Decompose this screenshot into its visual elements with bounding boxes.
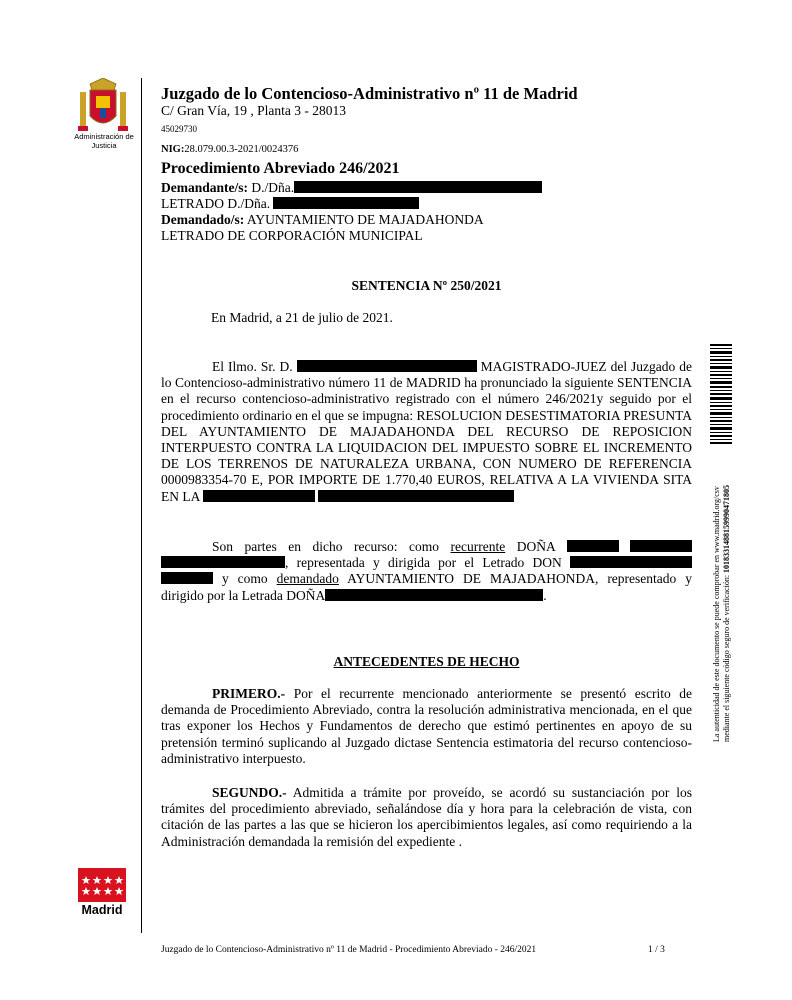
nig-label: NIG: — [161, 144, 185, 155]
parties-y-como: y como — [221, 571, 268, 587]
letrado1-label: LETRADO D./Dña. — [161, 196, 271, 211]
redaction-bar — [161, 556, 285, 568]
stars-icon — [78, 868, 126, 902]
demandante-line — [161, 180, 542, 196]
redaction-bar — [325, 589, 543, 601]
verification-code: 1018331488159990471805 — [722, 484, 731, 573]
segundo-label: SEGUNDO.- — [212, 785, 287, 800]
madrid-label: Madrid — [81, 903, 123, 917]
paragraph-segundo — [161, 785, 692, 850]
nig-value: 28.079.00.3-2021/0024376 — [184, 144, 299, 155]
footer-text: Juzgado de lo Contencioso-Administrativo nº 11 de Madrid - Procedimiento Abreviado - 246/2021 — [161, 945, 537, 955]
coat-of-arms-icon — [76, 78, 130, 138]
madrid-logo — [78, 868, 126, 902]
parties-ayto: AYUNTAMIENTO DE MAJADAHONDA, representado y dirigido por la Letrada DOÑA — [161, 571, 692, 603]
redaction-bar — [273, 197, 419, 209]
parties-dona: DOÑA — [516, 539, 555, 554]
redaction-bar — [318, 490, 514, 502]
demandante-value: D./Dña. — [251, 180, 295, 195]
parties-letrado: , representada y dirigida por el Letrado DON — [285, 555, 562, 571]
demandado-term: demandado — [276, 571, 339, 587]
redaction-bar — [630, 540, 692, 552]
court-address: C/ Gran Vía, 19 , Planta 3 - 28013 — [161, 103, 346, 118]
paragraph-parties — [161, 539, 692, 604]
court-code: 45029730 — [161, 124, 197, 134]
redaction-bar — [203, 490, 315, 502]
demandado-line — [161, 212, 484, 228]
primero-text: Por el recurrente mencionado anteriormente se presentó escrito de demanda de Procedimiento Abreviado, contra la resolución administrativa mencionada, en el que tras exponer los Hechos y Fundamentos de derecho que estimó pertinentes en apoyo de su pretensión terminó suplicando al Juzgado dictase Sentencia estimatoria del recurso contencioso-administrativo interpuesto. — [161, 686, 692, 766]
parties-start: Son partes en dicho recurso: como — [212, 539, 439, 554]
letrado2-line: LETRADO DE CORPORACIÓN MUNICIPAL — [161, 228, 423, 243]
demandado-value: AYUNTAMIENTO DE MAJADAHONDA — [246, 212, 484, 227]
paragraph-primero — [161, 686, 692, 767]
letrado1-line — [161, 196, 419, 212]
section-heading-antecedentes: ANTECEDENTES DE HECHO — [333, 654, 520, 669]
verification-line1: La autenticidad de este documento se puede comprobar en www.madrid.org/csv — [712, 486, 721, 742]
demandante-label: Demandante/s: — [161, 180, 248, 195]
recurrente-term: recurrente — [450, 539, 506, 554]
redaction-bar — [570, 556, 692, 568]
redaction-bar — [161, 572, 213, 584]
nig-line — [161, 144, 298, 155]
demandado-label: Demandado/s: — [161, 212, 245, 227]
segundo-text: Admitida a trámite por proveído, se acordó su sustanciación por los trámites del procedimiento abreviado, señalándose día y hora para la celebración de vista, con citación de las partes a las que se hicieron los apercibimientos legales, así como requiriendo a la Administración demandada la remisión del expediente . — [161, 785, 692, 849]
intro-body: MAGISTRADO-JUEZ del Juzgado de lo Contencioso-administrativo número 11 de MADRID ha pronunciado la siguiente SENTENCIA en el recurso contencioso-administrativo registrado con el número 246/2021y seguido por el procedimiento ordinario en el que se impugna: RESOLUCION DESESTIMATORIA PRESUNTA DEL AYUNTAMIENTO DE MAJADAHONDA DEL RECURSO DE REPOSICION INTERPUESTO CONTRA LA LIQUIDACION DEL IMPUESTO SOBRE EL INCREMENTO DE LOS TERRENOS DE NATURALEZA URBANA, CON NUMERO DE REFERENCIA 0000983354-70 E, POR IMPORTE DE 1.770,40 EUROS, RELATIVA A LA VIVIENDA SITA EN LA — [161, 359, 693, 504]
date-line: En Madrid, a 21 de julio de 2021. — [211, 310, 393, 325]
verification-line2 — [722, 442, 732, 742]
primero-label: PRIMERO.- — [212, 686, 286, 701]
margin-rule — [141, 78, 142, 933]
procedure-title: Procedimiento Abreviado 246/2021 — [161, 160, 400, 177]
coat-caption: Administración de Justicia — [74, 132, 134, 150]
redaction-bar — [297, 360, 477, 372]
redaction-bar — [567, 540, 619, 552]
verification-line2-text: mediante el siguiente código seguro de verificación: — [722, 574, 731, 742]
paragraph-intro — [161, 359, 692, 505]
redaction-bar — [294, 181, 542, 193]
parties-end: . — [543, 587, 547, 603]
barcode-icon — [710, 344, 732, 444]
page-number: 1 / 3 — [648, 945, 665, 955]
intro-start: El Ilmo. Sr. D. — [212, 359, 293, 374]
sentencia-title: SENTENCIA Nº 250/2021 — [351, 278, 502, 293]
court-title: Juzgado de lo Contencioso-Administrativo nº 11 de Madrid — [161, 84, 578, 103]
verification-note — [712, 442, 732, 742]
